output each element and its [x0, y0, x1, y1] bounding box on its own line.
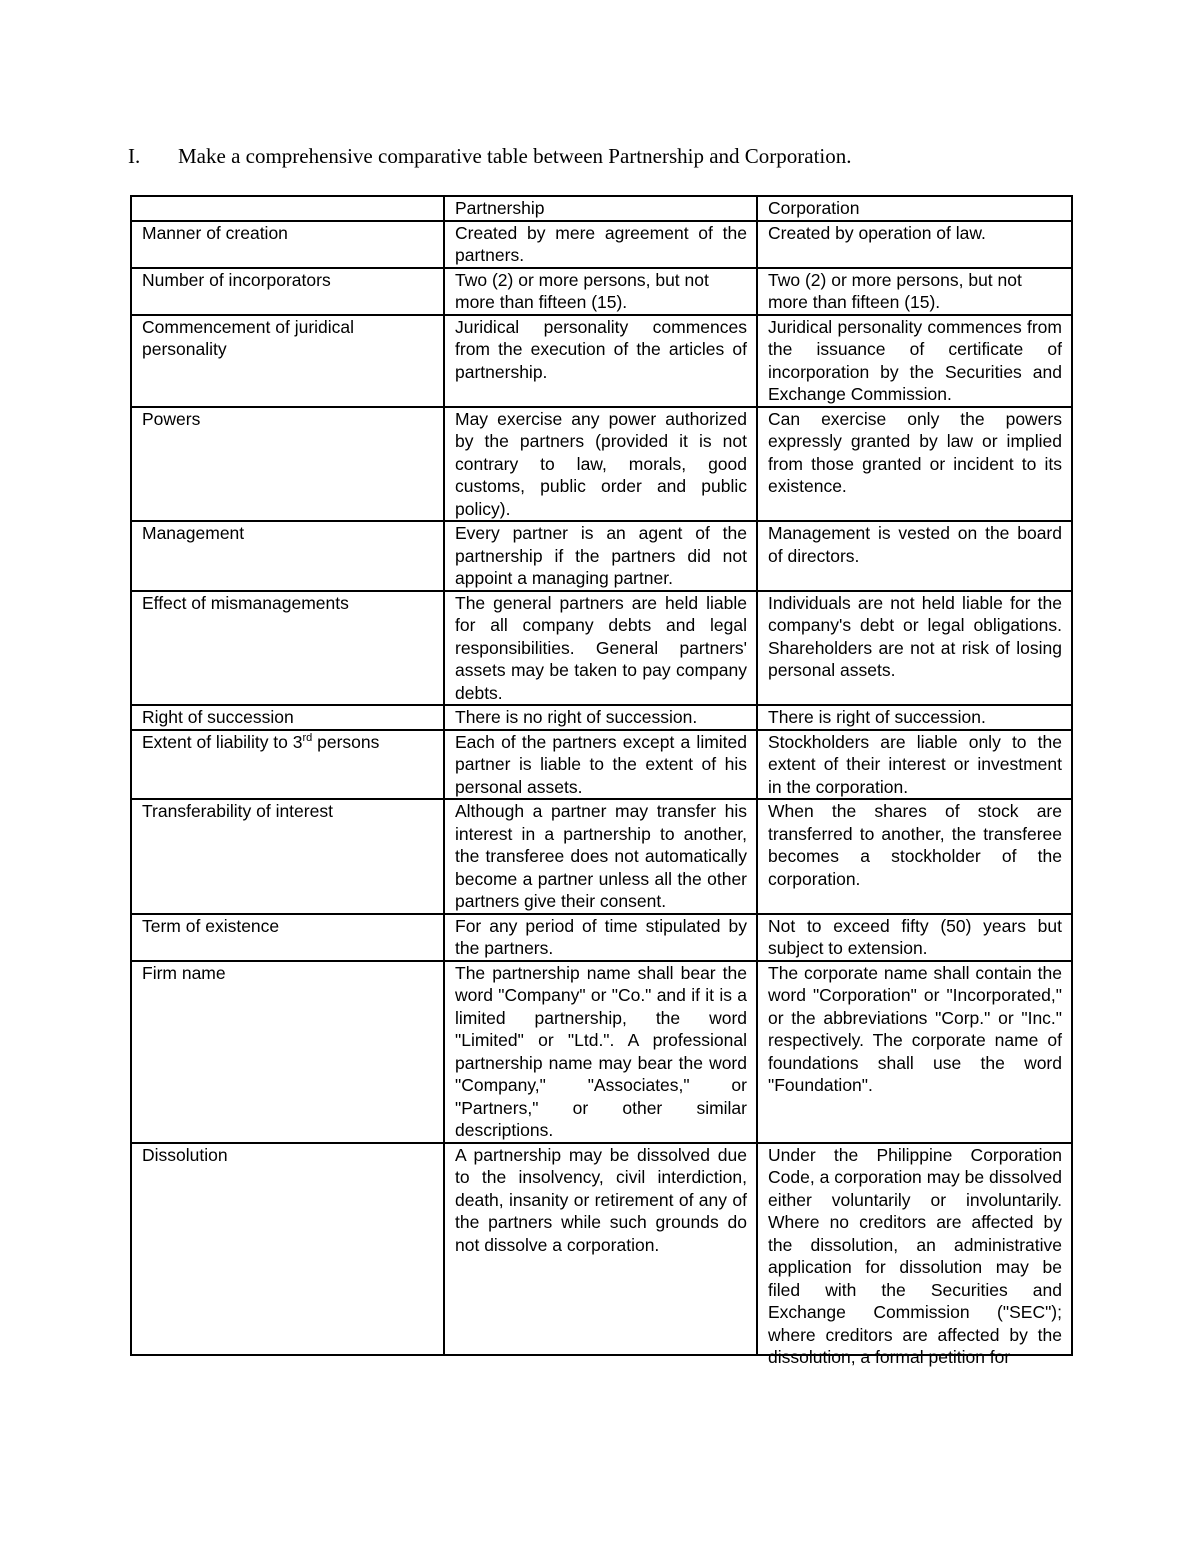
partnership-cell: The partnership name shall bear the word "Company" or "Co." and if it is a limited partnership, the word "Limited" or "Ltd.". A professional partnership name may bear the word "Company," "Associates," or "Partners," or other similar descriptions. — [444, 961, 757, 1143]
corporation-cell: Created by operation of law. — [757, 221, 1072, 268]
corporation-cell-text: Under the Philippine Corporation Code, a corporation may be dissolved either voluntarily or involuntarily. Where no creditors are affected by the dissolution, an administrative application for dissolution may be filed with the Securities and Exchange Commission ("SEC"); where creditors are affected by the dissolution, a formal petition for — [768, 1144, 1062, 1367]
row-criterion: Dissolution — [131, 1143, 444, 1355]
table-header-row — [131, 196, 1072, 221]
corporation-cell: Management is vested on the board of directors. — [757, 521, 1072, 591]
row-criterion — [131, 730, 444, 800]
partnership-cell: Each of the partners except a limited partner is liable to the extent of his personal assets. — [444, 730, 757, 800]
table-row — [131, 1143, 1072, 1355]
table-row — [131, 268, 1072, 315]
corporation-cell: Stockholders are liable only to the extent of their interest or investment in the corporation. — [757, 730, 1072, 800]
table-row — [131, 521, 1072, 591]
header-partnership: Partnership — [444, 196, 757, 221]
partnership-cell-text: A partnership may be dissolved due to the insolvency, civil interdiction, death, insanity or retirement of any of the partners while such grounds do not dissolve a corporation. — [455, 1144, 747, 1255]
partnership-cell: The general partners are held liable for all company debts and legal responsibilities. General partners' assets may be taken to pay company debts. — [444, 591, 757, 706]
criterion-prefix: Extent of liability to 3 — [142, 731, 303, 752]
criterion-suffix: persons — [312, 731, 380, 752]
partnership-cell: Two (2) or more persons, but not more than fifteen (15). — [444, 268, 757, 315]
table-row — [131, 799, 1072, 914]
corporation-cell: Juridical personality commences from the issuance of certificate of incorporation by the Securities and Exchange Commission. — [757, 315, 1072, 407]
corporation-cell: When the shares of stock are transferred to another, the transferee becomes a stockholder of the corporation. — [757, 799, 1072, 914]
header-criterion — [131, 196, 444, 221]
table-row — [131, 730, 1072, 800]
corporation-cell: Individuals are not held liable for the company's debt or legal obligations. Shareholders are not at risk of losing personal assets. — [757, 591, 1072, 706]
question-heading — [128, 142, 852, 170]
corporation-cell: The corporate name shall contain the word "Corporation" or "Incorporated," or the abbreviations "Corp." or "Inc." respectively. The corporate name of foundations shall use the word "Foundation". — [757, 961, 1072, 1143]
row-criterion: Effect of mismanagements — [131, 591, 444, 706]
table-row — [131, 591, 1072, 706]
row-criterion: Number of incorporators — [131, 268, 444, 315]
partnership-cell — [444, 1143, 757, 1355]
question-number: I. — [128, 144, 141, 168]
corporation-cell: There is right of succession. — [757, 705, 1072, 730]
table-row — [131, 407, 1072, 522]
header-corporation: Corporation — [757, 196, 1072, 221]
table-row — [131, 705, 1072, 730]
row-criterion: Right of succession — [131, 705, 444, 730]
corporation-cell — [757, 1143, 1072, 1367]
corporation-cell: Two (2) or more persons, but not more than fifteen (15). — [757, 268, 1072, 315]
table-row — [131, 221, 1072, 268]
corporation-cell: Can exercise only the powers expressly granted by law or implied from those granted or incident to its existence. — [757, 407, 1072, 522]
partnership-cell: Every partner is an agent of the partnership if the partners did not appoint a managing partner. — [444, 521, 757, 591]
partnership-cell: Although a partner may transfer his interest in a partnership to another, the transferee does not automatically become a partner unless all the other partners give their consent. — [444, 799, 757, 914]
partnership-cell: For any period of time stipulated by the partners. — [444, 914, 757, 961]
partnership-cell: There is no right of succession. — [444, 705, 757, 730]
row-criterion: Manner of creation — [131, 221, 444, 268]
row-criterion: Commencement of juridical personality — [131, 315, 444, 407]
table-row — [131, 961, 1072, 1143]
partnership-cell: May exercise any power authorized by the partners (provided it is not contrary to law, morals, good customs, public order and public policy). — [444, 407, 757, 522]
row-criterion: Management — [131, 521, 444, 591]
question-text: Make a comprehensive comparative table between Partnership and Corporation. — [178, 144, 852, 168]
ordinal-suffix: rd — [302, 731, 313, 744]
table-row — [131, 315, 1072, 407]
partnership-cell: Created by mere agreement of the partners. — [444, 221, 757, 268]
corporation-cell: Not to exceed fifty (50) years but subject to extension. — [757, 914, 1072, 961]
table-row — [131, 914, 1072, 961]
row-criterion: Firm name — [131, 961, 444, 1143]
row-criterion: Term of existence — [131, 914, 444, 961]
partnership-cell: Juridical personality commences from the execution of the articles of partnership. — [444, 315, 757, 407]
row-criterion: Transferability of interest — [131, 799, 444, 914]
comparison-table — [130, 195, 1073, 1367]
row-criterion: Powers — [131, 407, 444, 522]
